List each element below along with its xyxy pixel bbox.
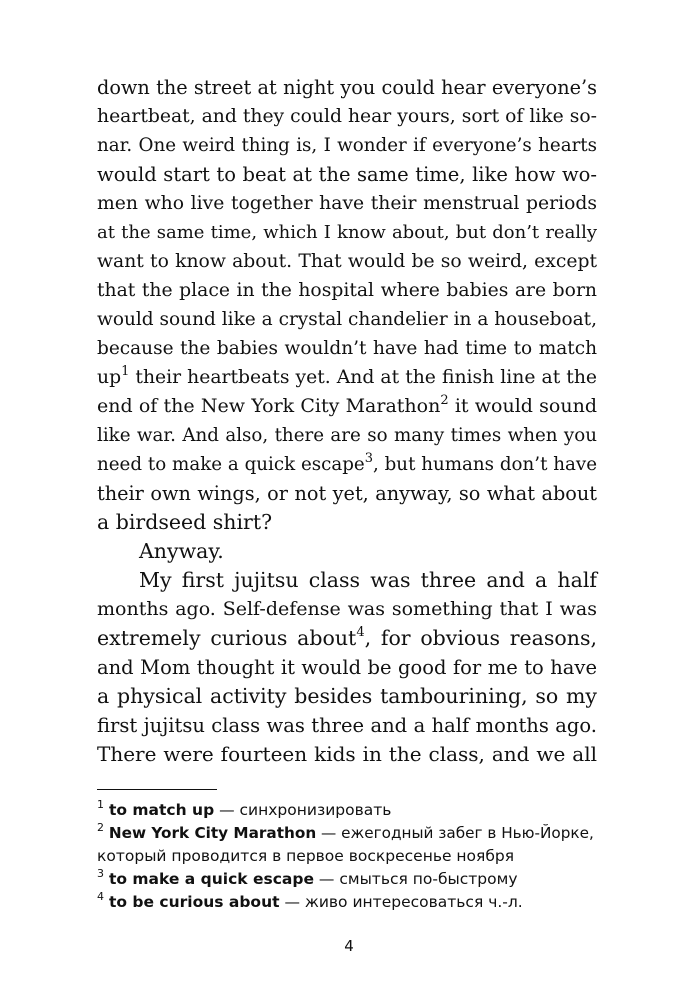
text-line: that the place in the hospital where babies are born — [97, 280, 597, 301]
footnote-term: to make a quick escape — [108, 870, 314, 888]
text-line — [97, 363, 597, 392]
footnote-number: 1 — [97, 797, 104, 811]
footnote-divider — [97, 789, 217, 790]
text-line: men who live together have their menstrual periods — [97, 193, 597, 214]
text-fragment: up — [97, 367, 122, 388]
text-fragment: their heartbeats yet. And at the finish line at the — [129, 367, 597, 388]
footnote-3 — [97, 868, 597, 891]
text-line — [97, 450, 597, 479]
text-line: months ago. Self-defense was something that I was — [97, 598, 597, 620]
text-line: a physical activity besides tambourining, so my — [97, 684, 597, 708]
text-line: There were fourteen kids in the class, and we all — [97, 742, 597, 766]
footnotes — [97, 799, 597, 914]
footnote-term: New York City Marathon — [108, 824, 317, 842]
text-line: a birdseed shirt? — [97, 510, 273, 534]
text-line: their own wings, or not yet, anyway, so what about — [97, 482, 597, 505]
footnote-marker[interactable]: 2 — [440, 392, 449, 408]
text-fragment: , but humans don’t have — [373, 454, 597, 475]
body-text — [97, 73, 597, 769]
text-line: nar. One weird thing is, I wonder if everyone’s hearts — [97, 135, 597, 156]
footnote-number: 2 — [97, 820, 104, 834]
text-line: would start to beat at the same time, like how wo- — [97, 163, 597, 186]
footnote-term: to match up — [108, 801, 215, 819]
text-fragment: extremely curious about — [97, 626, 357, 650]
text-line: Anyway. — [139, 539, 224, 563]
footnote-marker[interactable]: 1 — [121, 363, 130, 379]
text-line: at the same time, which I know about, but don’t really — [97, 222, 597, 243]
footnote-marker[interactable]: 3 — [364, 450, 373, 466]
footnote-definition: — смыться по-быстрому — [314, 870, 518, 888]
footnote-definition: — синхронизировать — [214, 801, 392, 819]
text-line — [97, 624, 597, 653]
text-line: want to know about. That would be so weird, except — [97, 251, 597, 272]
text-line: My first jujitsu class was three and a half — [139, 568, 597, 592]
footnote-marker[interactable]: 4 — [356, 625, 365, 641]
footnote-2 — [97, 822, 597, 845]
text-fragment: it would sound — [448, 395, 597, 417]
text-line: heartbeat, and they could hear yours, sort of like so- — [97, 106, 597, 127]
footnote-definition: — ежегодный забег в Нью-Йорке, — [316, 824, 594, 842]
text-fragment: , for obvious reasons, — [364, 626, 598, 650]
text-line: down the street at night you could hear everyone’s — [97, 76, 597, 99]
text-line — [97, 392, 597, 421]
footnote-number: 3 — [97, 866, 104, 880]
footnote-4 — [97, 891, 597, 914]
footnote-2-continuation: который проводится в первое воскресенье ноября — [97, 847, 515, 865]
text-fragment: end of the New York City Marathon — [97, 395, 441, 417]
footnote-definition: — живо интересоваться ч.-л. — [279, 893, 523, 911]
page-number: 4 — [344, 937, 354, 955]
text-line: would sound like a crystal chandelier in a houseboat, — [97, 309, 597, 330]
footnote-1 — [97, 799, 597, 822]
text-line: like war. And also, there are so many times when you — [97, 425, 597, 446]
text-line: and Mom thought it would be good for me to have — [97, 656, 597, 679]
text-fragment: need to make a quick escape — [97, 454, 365, 475]
text-line: first jujitsu class was three and a half months ago. — [97, 714, 597, 737]
text-line: because the babies wouldn’t have had time to match — [97, 338, 597, 359]
footnote-number: 4 — [97, 889, 104, 903]
footnote-term: to be curious about — [108, 893, 280, 911]
